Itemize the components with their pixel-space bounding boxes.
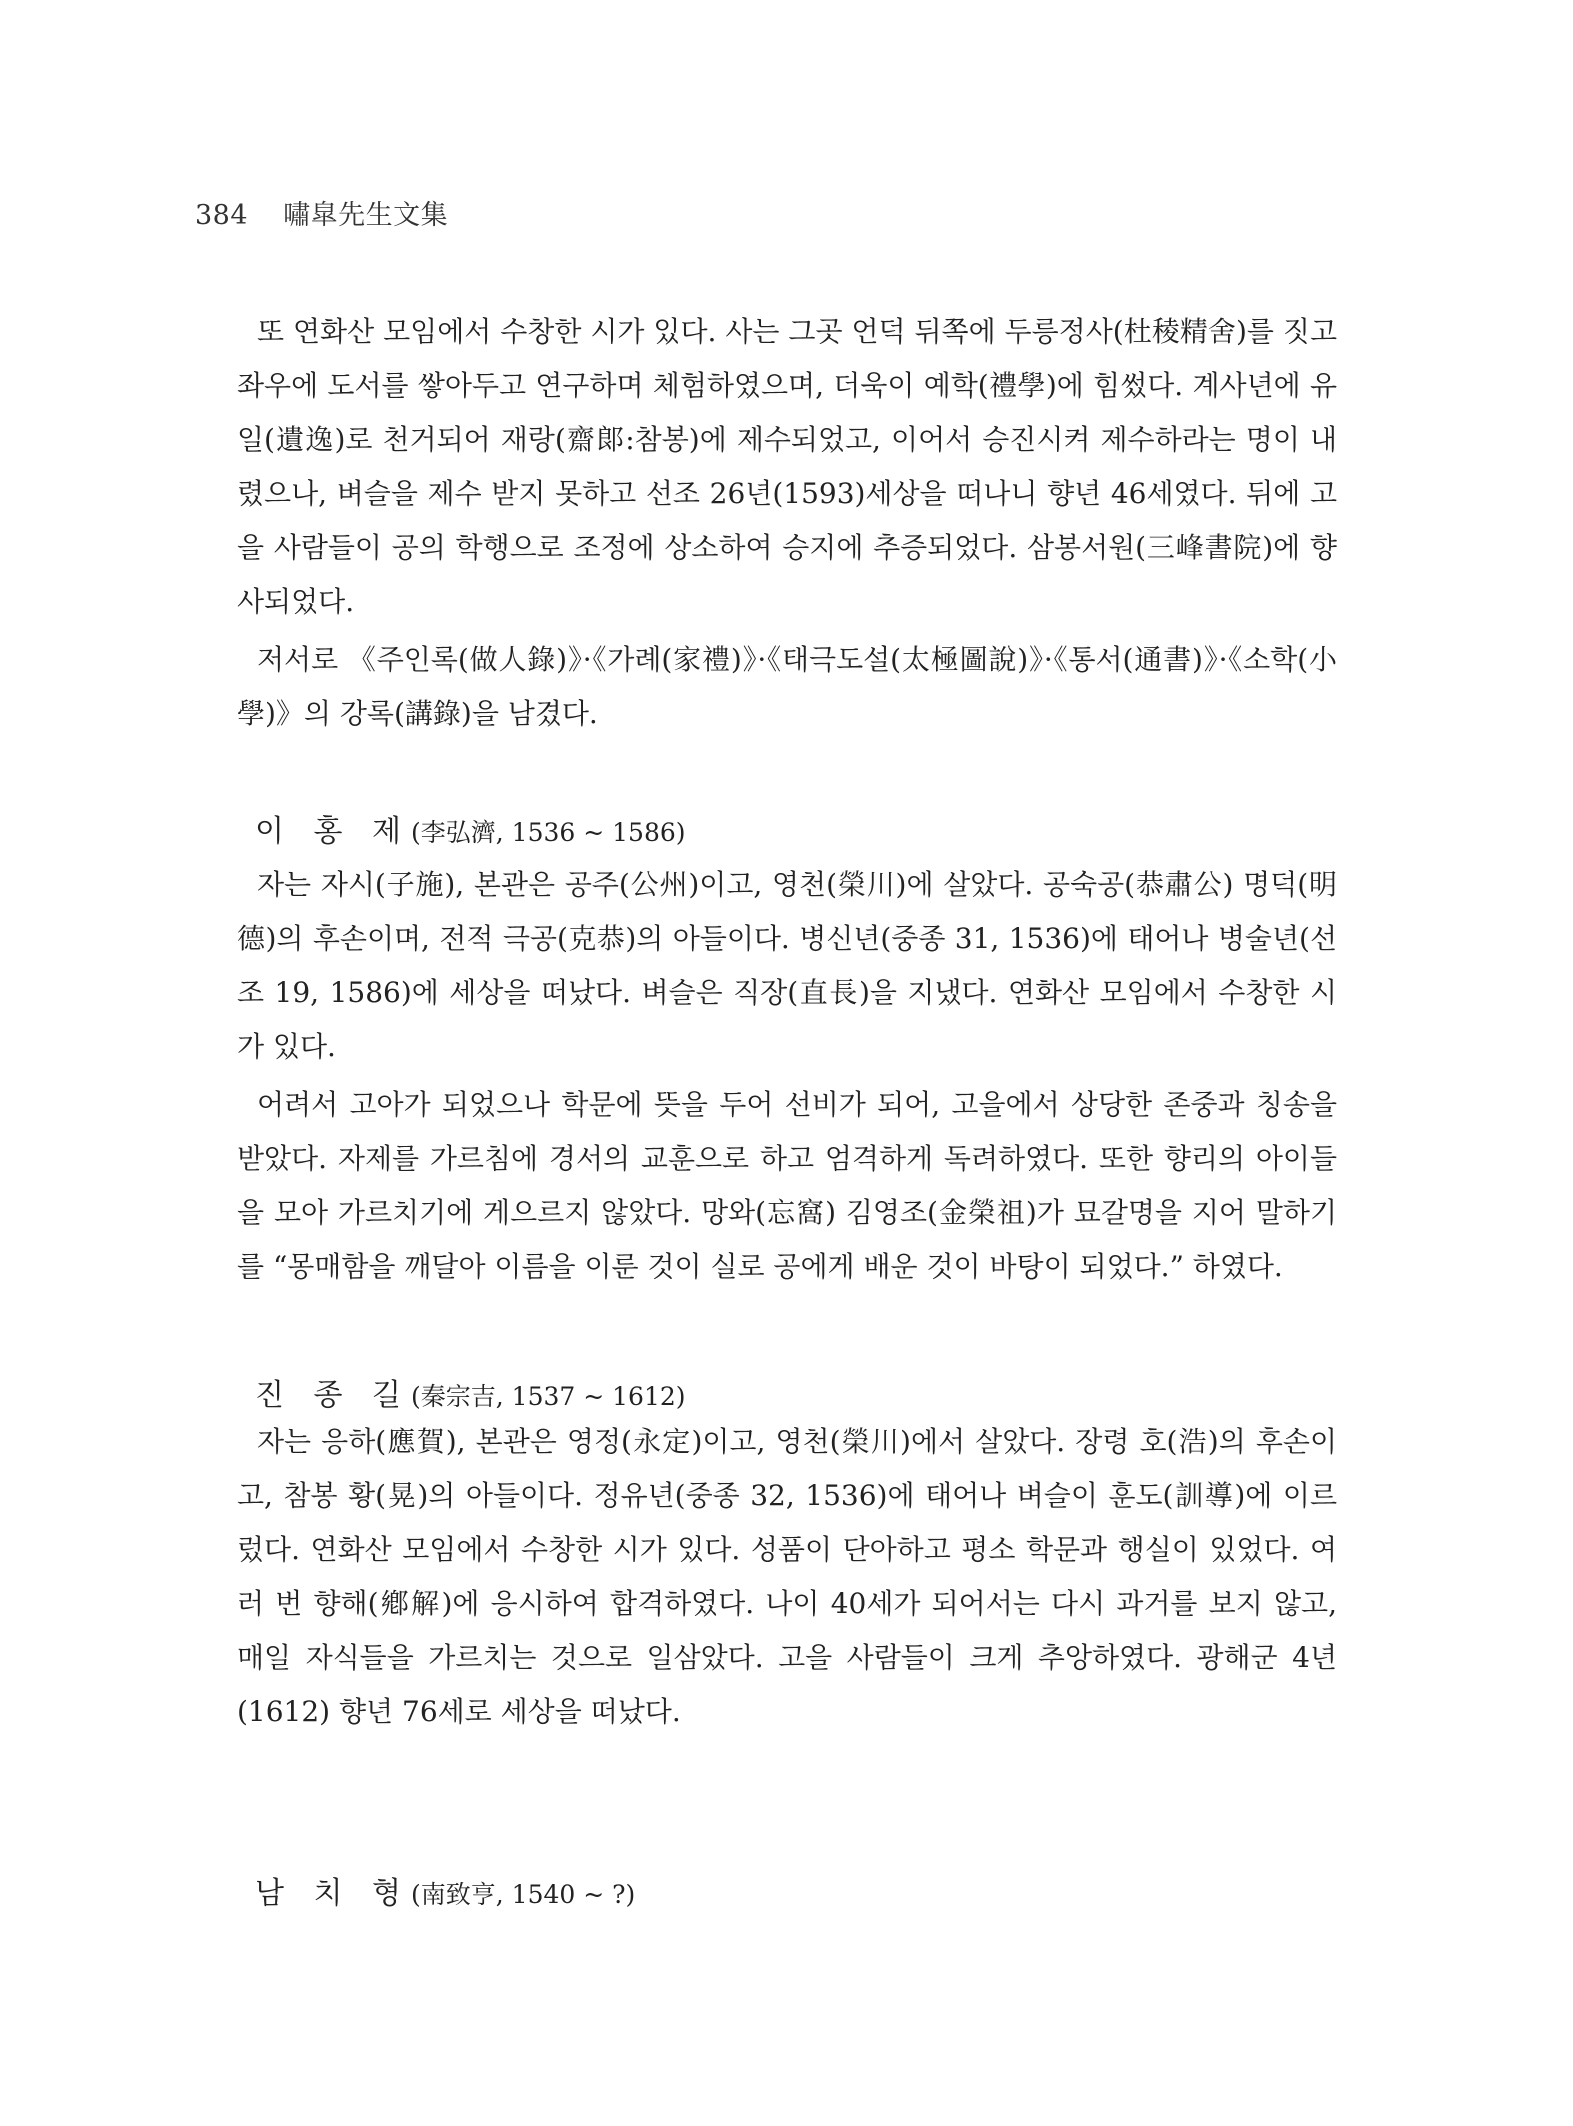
person-name: 진 종 길 bbox=[255, 1378, 412, 1413]
book-title: 嘯皐先生文集 bbox=[283, 200, 449, 231]
paragraph: 어려서 고아가 되었으나 학문에 뜻을 두어 선비가 되어, 고을에서 상당한 존중과 칭송을 받았다. 자제를 가르침에 경서의 교훈으로 하고 엄격하게 독려하였다. 또한 향리의 아이들을 모아 가르치기에 게으르지 않았다. 망와(忘窩) 김영조(金榮祖)가 묘갈명을 지어 말하기를 “몽매함을 깨달아 이름을 이룬 것이 실로 공에게 배운 것이 바탕이 되었다.” 하였다. bbox=[237, 1088, 1337, 1283]
paragraph: 또 연화산 모임에서 수창한 시가 있다. 사는 그곳 언덕 뒤쪽에 두릉정사(杜稜精舍)를 짓고 좌우에 도서를 쌓아두고 연구하며 체험하였으며, 더욱이 예학(禮學)에 힘썼다. 계사년에 유일(遺逸)로 천거되어 재랑(齋郞:참봉)에 제수되었고, 이어서 승진시켜 제수하라는 명이 내렸으나, 벼슬을 제수 받지 못하고 선조 26년(1593)세상을 떠나니 향년 46세였다. 뒤에 고을 사람들이 공의 학행으로 조정에 상소하여 승지에 추증되었다. 삼봉서원(三峰書院)에 향사되었다. bbox=[237, 315, 1337, 618]
person-name: 남 치 형 bbox=[255, 1876, 412, 1911]
intro-section bbox=[237, 305, 1337, 745]
biography-section bbox=[237, 1415, 1337, 1743]
person-name: 이 홍 제 bbox=[255, 814, 412, 849]
person-heading bbox=[255, 806, 686, 850]
paragraph: 자는 자시(子施), 본관은 공주(公州)이고, 영천(榮川)에 살았다. 공숙공(恭肅公) 명덕(明德)의 후손이며, 전적 극공(克恭)의 아들이다. 병신년(중종 31, 1536)에 태어나 병술년(선조 19, 1586)에 세상을 떠났다. 벼슬은 직장(直長)을 지냈다. 연화산 모임에서 수창한 시가 있다. bbox=[237, 868, 1337, 1063]
paragraph: 자는 응하(應賀), 본관은 영정(永定)이고, 영천(榮川)에서 살았다. 장령 호(浩)의 후손이고, 참봉 황(晃)의 아들이다. 정유년(중종 32, 1536)에 태어나 벼슬이 훈도(訓導)에 이르렀다. 연화산 모임에서 수창한 시가 있다. 성품이 단아하고 평소 학문과 행실이 있었다. 여러 번 향해(鄕解)에 응시하여 합격하였다. 나이 40세가 되어서는 다시 과거를 보지 않고, 매일 자식들을 가르치는 것으로 일삼았다. 고을 사람들이 크게 추앙하였다. 광해군 4년(1612) 향년 76세로 세상을 떠났다. bbox=[237, 1425, 1337, 1728]
person-detail: (南致亨, 1540 ~ ?) bbox=[411, 1880, 636, 1909]
paragraph: 저서로 《주인록(做人錄)》·《가례(家禮)》·《태극도설(太極圖說)》·《통서(通書)》·《소학(小學)》의 강록(講錄)을 남겼다. bbox=[237, 643, 1337, 730]
running-head bbox=[195, 193, 448, 232]
person-heading bbox=[255, 1370, 686, 1414]
person-detail: (秦宗吉, 1537 ~ 1612) bbox=[411, 1382, 686, 1411]
biography-section bbox=[237, 858, 1337, 1298]
person-detail: (李弘濟, 1536 ~ 1586) bbox=[411, 818, 686, 847]
page-number: 384 bbox=[195, 200, 249, 231]
person-heading bbox=[255, 1868, 635, 1912]
